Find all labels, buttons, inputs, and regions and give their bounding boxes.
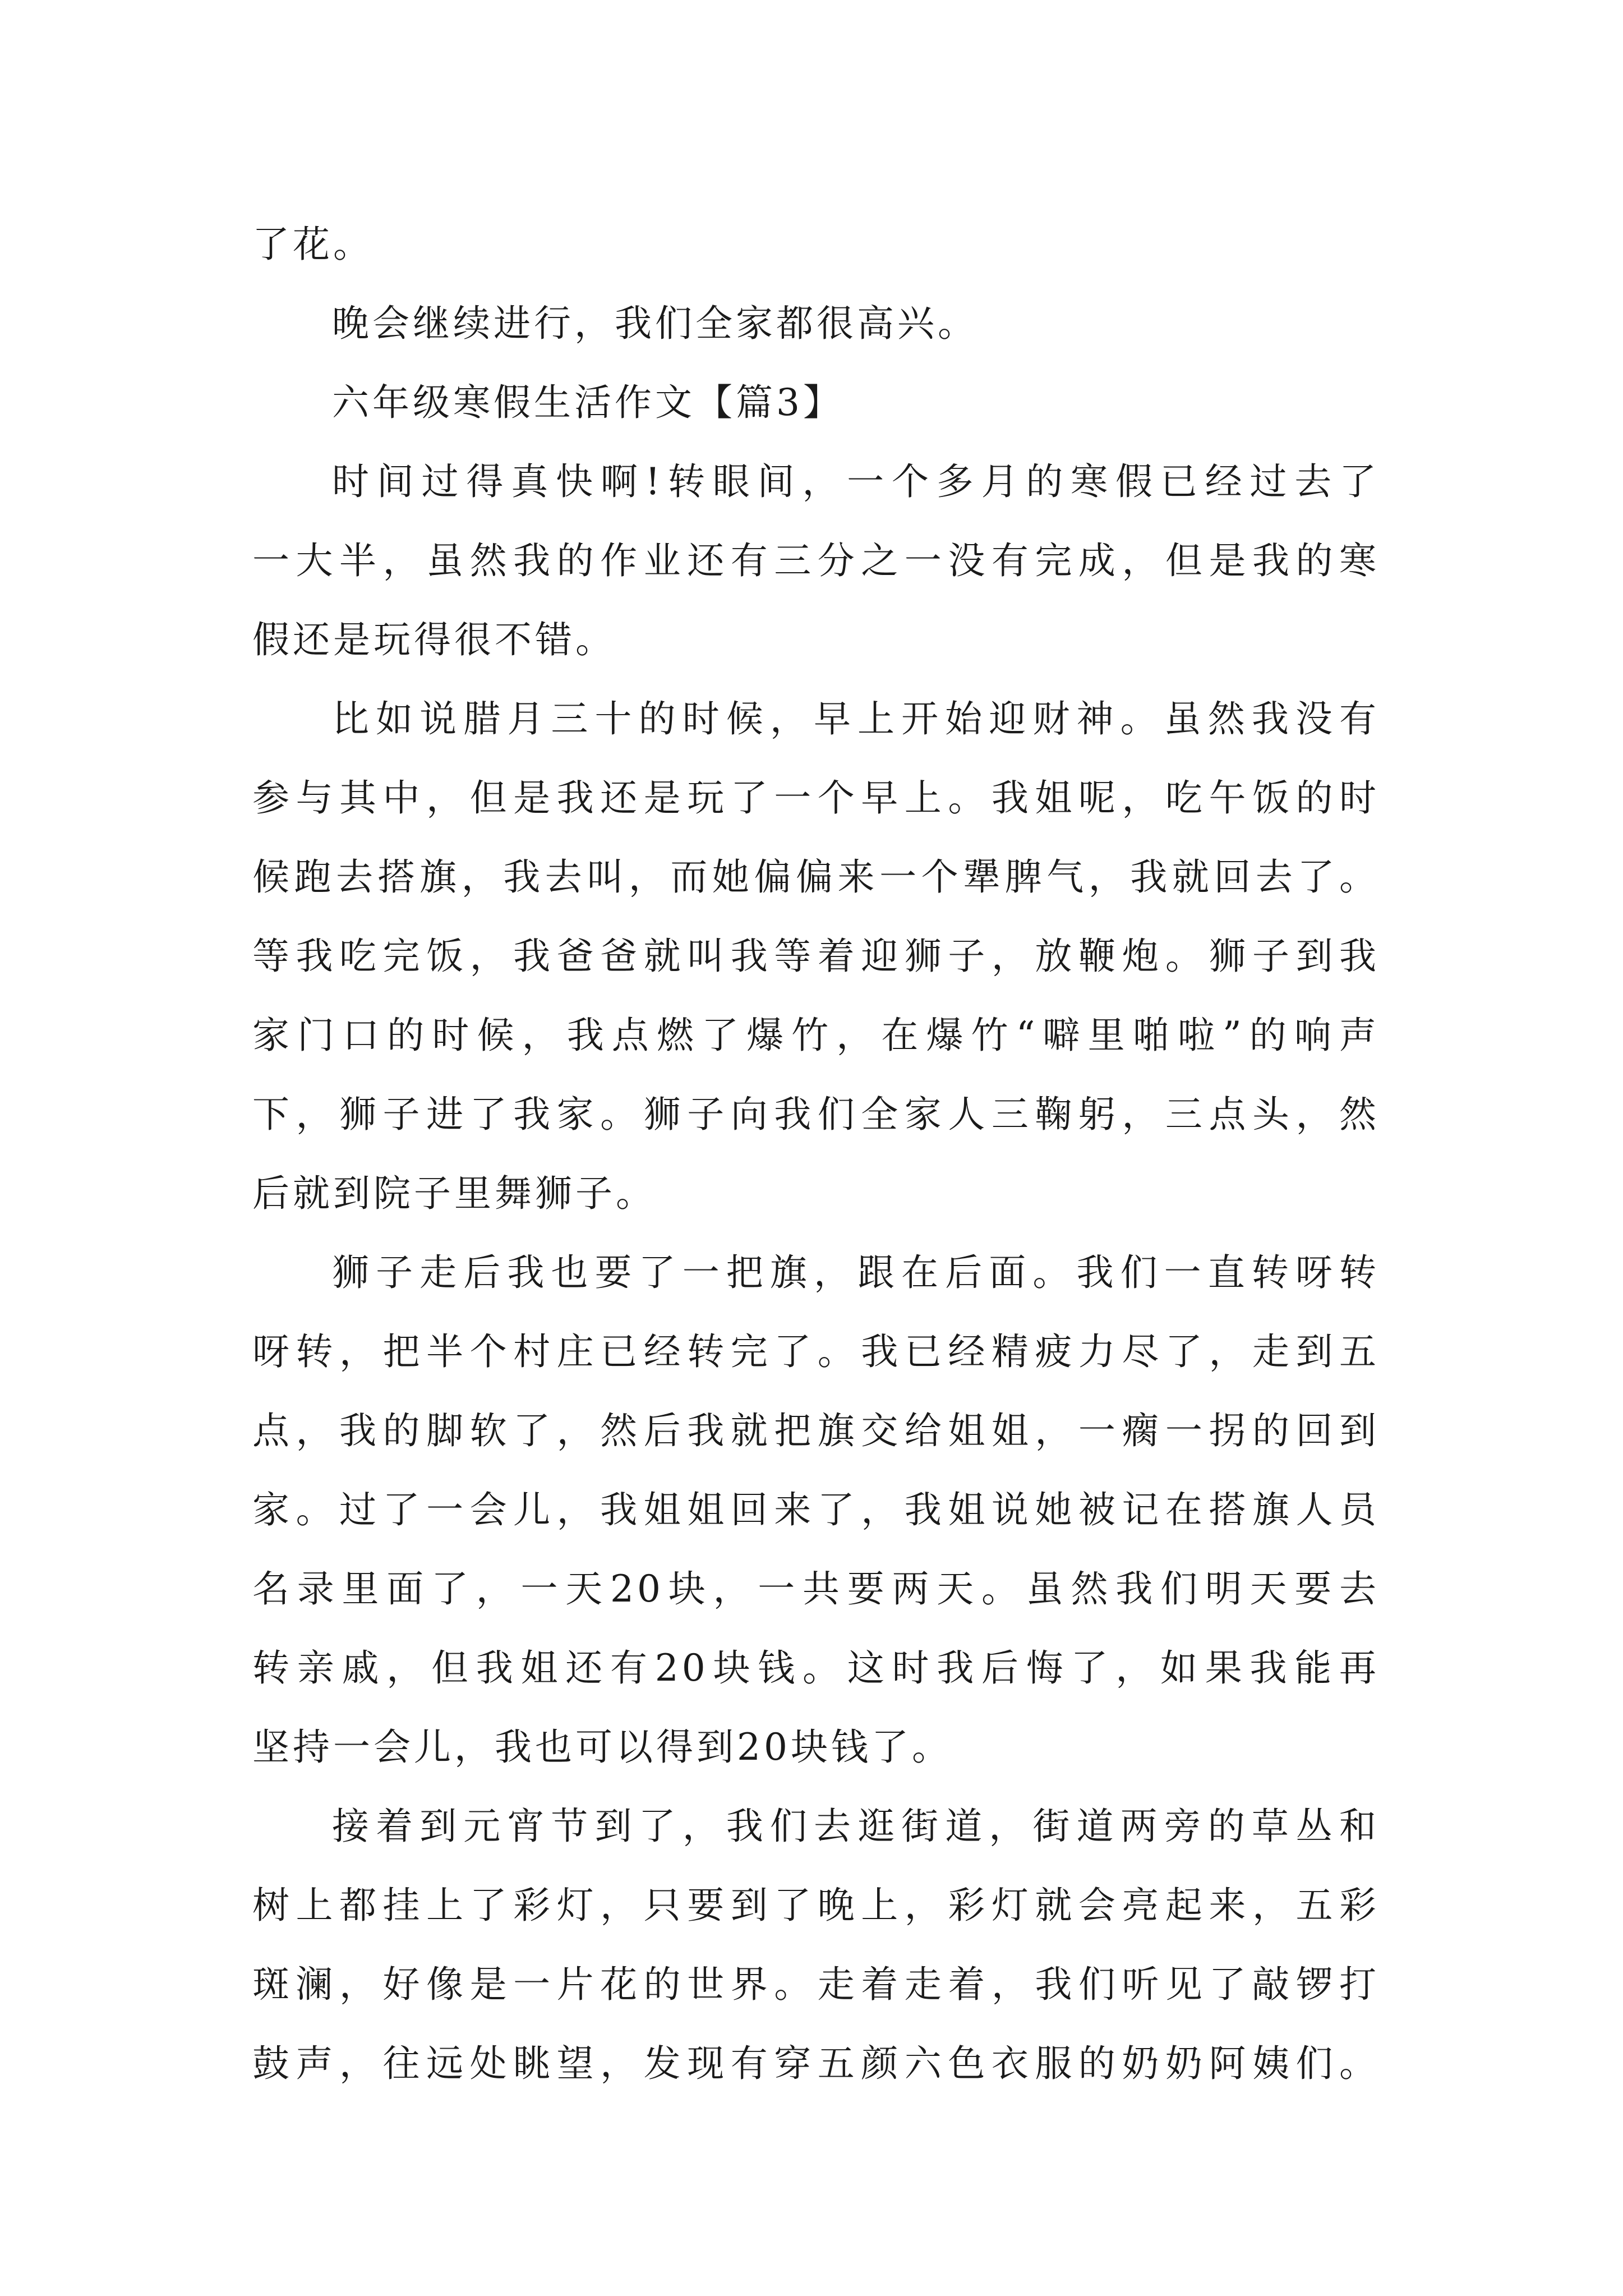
text-line: 参与其中，但是我还是玩了一个早上。我姐呢，吃午饭的时 — [252, 776, 1380, 820]
text-line: 一大半，虽然我的作业还有三分之一没有完成，但是我的寒 — [252, 539, 1380, 582]
text-line: 树上都挂上了彩灯，只要到了晚上，彩灯就会亮起来，五彩 — [252, 1884, 1380, 1927]
text-line: 家门口的时候，我点燃了爆竹，在爆竹“噼里啪啦”的响声 — [252, 1014, 1380, 1057]
text-line: 转亲戚，但我姐还有20块钱。这时我后悔了，如果我能再 — [252, 1646, 1380, 1690]
text-line: 等我吃完饭，我爸爸就叫我等着迎狮子，放鞭炮。狮子到我 — [252, 935, 1380, 978]
text-line: 坚持一会儿，我也可以得到20块钱了。 — [252, 1726, 952, 1769]
paragraph — [252, 284, 1380, 363]
text-line: 了花。 — [252, 223, 374, 266]
text-line: 时间过得真快啊!转眼间，一个多月的寒假已经过去了 — [332, 460, 1380, 503]
section-heading — [252, 363, 1380, 442]
text-line: 下，狮子进了我家。狮子向我们全家人三鞠躬，三点头，然 — [252, 1093, 1380, 1136]
text-line: 后就到院子里舞狮子。 — [252, 1172, 656, 1215]
paragraph — [252, 1787, 1380, 2103]
paragraph — [252, 679, 1380, 1233]
text-line: 狮子走后我也要了一把旗，跟在后面。我们一直转呀转 — [332, 1251, 1380, 1294]
text-line: 假还是玩得很不错。 — [252, 618, 616, 661]
text-line: 名录里面了，一天20块，一共要两天。虽然我们明天要去 — [252, 1567, 1380, 1611]
paragraph — [252, 1233, 1380, 1787]
text-line: 比如说腊月三十的时候，早上开始迎财神。虽然我没有 — [332, 697, 1380, 740]
text-line: 点，我的脚软了，然后我就把旗交给姐姐，一瘸一拐的回到 — [252, 1409, 1380, 1452]
text-line: 晚会继续进行，我们全家都很高兴。 — [332, 302, 978, 345]
text-line: 斑澜，好像是一片花的世界。走着走着，我们听见了敲锣打 — [252, 1963, 1380, 2006]
paragraph — [252, 205, 1380, 284]
paragraph — [252, 442, 1380, 679]
document-page — [252, 205, 1380, 2103]
text-line: 候跑去搭旗，我去叫，而她偏偏来一个犟脾气，我就回去了。 — [252, 855, 1380, 899]
text-line: 鼓声，往远处眺望，发现有穿五颜六色衣服的奶奶阿姨们。 — [252, 2042, 1380, 2085]
text-line: 呀转，把半个村庄已经转完了。我已经精疲力尽了，走到五 — [252, 1330, 1380, 1373]
text-line: 家。过了一会儿，我姐姐回来了，我姐说她被记在搭旗人员 — [252, 1488, 1380, 1531]
text-line: 接着到元宵节到了，我们去逛街道，街道两旁的草丛和 — [332, 1805, 1380, 1848]
heading-text: 六年级寒假生活作文【篇3】 — [332, 381, 843, 424]
